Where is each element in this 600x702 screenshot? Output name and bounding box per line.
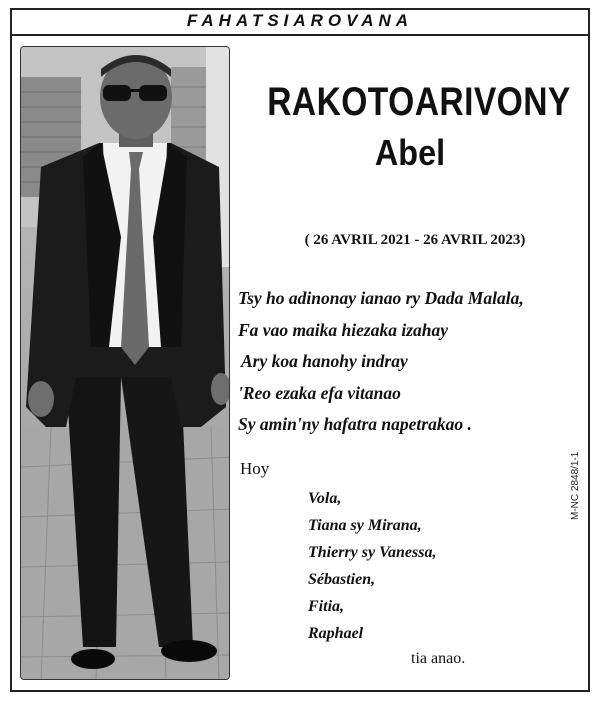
header-title: FAHATSIAROVANA	[186, 11, 414, 30]
poem-line: Ary koa hanohy indray	[241, 351, 408, 371]
poem-line: 'Reo ezaka efa vitanao	[238, 382, 401, 403]
memorial-poem	[238, 283, 588, 441]
signer-name: Sébastien,	[308, 571, 376, 588]
deceased-first-name: Abel	[374, 132, 446, 173]
poem-line: Fa vao maika hiezaka izahay	[238, 319, 449, 340]
signer-name: Tiana sy Mirana,	[308, 517, 422, 534]
deceased-last-name: RAKOTOARIVONY	[267, 80, 571, 124]
signers-list	[308, 485, 436, 647]
header-band	[10, 8, 590, 36]
signer-name: Fitia,	[308, 598, 345, 615]
signer-name: Thierry sy Vanessa,	[308, 544, 437, 561]
signer-name: Vola,	[308, 490, 342, 507]
reference-code: M-NC 2848/1-1	[570, 451, 581, 520]
hoy-label: Hoy	[240, 459, 270, 478]
portrait-illustration	[21, 47, 230, 680]
poem-line: Tsy ho adinonay ianao ry Dada Malala,	[238, 288, 524, 308]
signer-name: Raphael	[308, 625, 364, 642]
poem-line: Sy amin'ny hafatra napetrakao .	[238, 414, 472, 434]
closing-text: tia anao.	[411, 650, 466, 667]
memorial-dates: ( 26 AVRIL 2021 - 26 AVRIL 2023)	[304, 232, 526, 248]
memorial-photo	[20, 46, 230, 680]
